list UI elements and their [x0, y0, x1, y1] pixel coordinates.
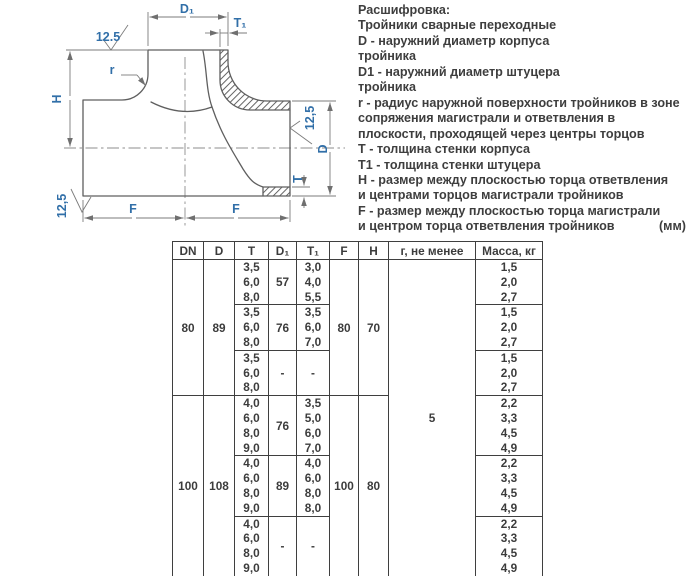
- header-cell: DN: [173, 242, 204, 260]
- label-roughness-right: 12,5: [303, 105, 317, 131]
- cell-d1: -: [269, 350, 297, 395]
- cell-d: 89: [204, 260, 235, 396]
- cell-value: 6,0: [243, 410, 260, 425]
- cell-value: 3,0: [304, 260, 322, 274]
- cell-t1: [297, 305, 330, 350]
- header-cell: H: [359, 242, 389, 260]
- cell-value: 3,5: [304, 305, 322, 320]
- cell-mass: [476, 350, 543, 395]
- cell-value: 8,0: [243, 485, 260, 500]
- cell-value: 6,0: [243, 274, 260, 289]
- header-cell: D₁: [269, 242, 297, 260]
- cell-value: 8,0: [243, 546, 260, 561]
- cell-value: 9,0: [243, 440, 260, 455]
- legend-line: [358, 219, 696, 234]
- cell-value: 2,0: [500, 365, 518, 380]
- cell-value: 3,3: [500, 531, 518, 546]
- legend-line: тройника: [358, 80, 416, 95]
- cell-value: 7,0: [304, 334, 322, 349]
- header-cell: Масса, кг: [476, 242, 543, 260]
- legend-line: D - наружний диаметр корпуса: [358, 33, 550, 48]
- cell-value: 6,0: [243, 320, 260, 335]
- cell-value: 3,5: [243, 260, 260, 274]
- cell-t1: [297, 260, 330, 305]
- label-branch-wall: T₁: [233, 16, 247, 30]
- header-cell: F: [330, 242, 359, 260]
- cell-value: 5,0: [304, 410, 322, 425]
- cell-t: [235, 260, 269, 305]
- cell-value: 8,0: [304, 485, 322, 500]
- cell-r-min: 5: [389, 260, 476, 576]
- legend-line: T - толщина стенки корпуса: [358, 142, 531, 157]
- cell-value: 4,5: [500, 546, 518, 561]
- cell-t: [235, 516, 269, 576]
- legend-line-text: и центром торца ответвления тройников: [358, 219, 615, 234]
- cell-d1: 89: [269, 456, 297, 516]
- cell-d1: 57: [269, 260, 297, 305]
- centerlines: [64, 57, 345, 228]
- cell-mass: [476, 260, 543, 305]
- cell-value: 4,9: [500, 500, 518, 515]
- label-branch-diameter: D₁: [179, 2, 195, 16]
- cell-value: 2,2: [500, 456, 518, 471]
- cell-mass: [476, 305, 543, 350]
- cell-value: 6,0: [304, 320, 322, 335]
- cell-value: 3,5: [243, 350, 260, 365]
- cell-value: 4,5: [500, 485, 518, 500]
- legend-line: H - размер между плоскостью торца ответвления: [358, 172, 669, 187]
- label-body-diameter: D: [316, 144, 330, 154]
- cell-value: 1,5: [500, 350, 518, 365]
- cell-value: 4,0: [304, 456, 322, 471]
- cell-value: 2,0: [500, 320, 518, 335]
- cell-d: 108: [204, 396, 235, 576]
- cell-f: 100: [330, 396, 359, 576]
- cell-t1: -: [297, 516, 330, 576]
- cell-d1: 76: [269, 305, 297, 350]
- cell-value: 6,0: [243, 365, 260, 380]
- label-roughness-bottom: 12,5: [55, 193, 69, 219]
- cell-value: 7,0: [304, 440, 322, 455]
- legend-title: Расшифровка:: [358, 3, 451, 17]
- cell-value: 4,9: [500, 560, 518, 575]
- cell-value: 6,0: [304, 471, 322, 486]
- tee-drawing: [0, 0, 356, 238]
- label-height: H: [50, 94, 64, 104]
- cell-value: 1,5: [500, 260, 518, 274]
- cell-value: 6,0: [243, 471, 260, 486]
- legend-line: r - радиус наружной поверхности тройников в зоне: [358, 95, 680, 110]
- cell-value: 3,5: [243, 305, 260, 320]
- cell-mass: [476, 456, 543, 516]
- cell-value: 4,0: [243, 516, 260, 531]
- cell-mass: [476, 396, 543, 456]
- cell-t: [235, 350, 269, 395]
- header-cell: D: [204, 242, 235, 260]
- cell-value: 1,5: [500, 305, 518, 320]
- cell-d1: 76: [269, 396, 297, 456]
- cell-value: 3,3: [500, 410, 518, 425]
- header-cell: г, не менее: [389, 242, 476, 260]
- cell-h: 80: [359, 396, 389, 576]
- cell-t1: [297, 396, 330, 456]
- legend-line: T1 - толщина стенки штуцера: [358, 157, 541, 172]
- cell-value: 8,0: [304, 500, 322, 515]
- cell-dn: 80: [173, 260, 204, 396]
- cell-value: 4,0: [304, 274, 322, 289]
- cell-value: 5,5: [304, 289, 322, 304]
- hatch-areas: [220, 50, 290, 196]
- cell-t: [235, 305, 269, 350]
- header-cell: T₁: [297, 242, 330, 260]
- table-wrap: [172, 241, 543, 576]
- label-f-right: F: [232, 202, 240, 216]
- cell-t1: -: [297, 350, 330, 395]
- cell-value: 2,2: [500, 396, 518, 411]
- cell-value: 4,0: [243, 456, 260, 471]
- label-roughness-top: 12.5: [95, 30, 121, 44]
- cell-mass: [476, 516, 543, 576]
- cell-h: 70: [359, 260, 389, 396]
- cell-dn: 100: [173, 396, 204, 576]
- unit-note: (мм): [658, 219, 686, 234]
- cell-t: [235, 396, 269, 456]
- spec-table: [172, 241, 543, 576]
- cell-value: 2,0: [500, 274, 518, 289]
- cell-value: 2,2: [500, 516, 518, 531]
- cell-value: 2,7: [500, 380, 518, 395]
- legend-line: D1 - наружний диаметр штуцера: [358, 64, 560, 79]
- cell-value: 3,5: [304, 396, 322, 411]
- label-body-wall: T: [291, 175, 305, 183]
- cell-value: 4,0: [243, 396, 260, 411]
- cell-value: 8,0: [243, 289, 260, 304]
- cell-value: 9,0: [243, 500, 260, 515]
- cell-value: 8,0: [243, 425, 260, 440]
- cell-value: 4,9: [500, 440, 518, 455]
- cell-value: 8,0: [243, 334, 260, 349]
- legend-line: плоскости, проходящей через центры торцов: [358, 126, 645, 141]
- roughness-marks: [71, 25, 312, 212]
- cell-value: 2,7: [500, 289, 518, 304]
- cell-value: 6,0: [243, 531, 260, 546]
- cell-t1: [297, 456, 330, 516]
- cell-d1: -: [269, 516, 297, 576]
- cell-value: 8,0: [243, 380, 260, 395]
- legend: [358, 3, 696, 235]
- cell-value: 9,0: [243, 560, 260, 575]
- legend-line: сопряжения магистрали и ответвления в: [358, 111, 616, 126]
- cell-f: 80: [330, 260, 359, 396]
- cell-value: 4,5: [500, 425, 518, 440]
- cell-value: 6,0: [304, 425, 322, 440]
- label-f-left: F: [129, 202, 137, 216]
- label-radius: r: [109, 63, 115, 77]
- legend-line: Тройники сварные переходные: [358, 18, 557, 33]
- cell-t: [235, 456, 269, 516]
- legend-line: F - размер между плоскостью торца магистрали: [358, 203, 661, 218]
- cell-value: 3,3: [500, 471, 518, 486]
- header-cell: T: [235, 242, 269, 260]
- legend-line: и центрами торцов магистрали тройников: [358, 188, 624, 203]
- legend-line: тройника: [358, 49, 416, 64]
- cell-value: 2,7: [500, 334, 518, 349]
